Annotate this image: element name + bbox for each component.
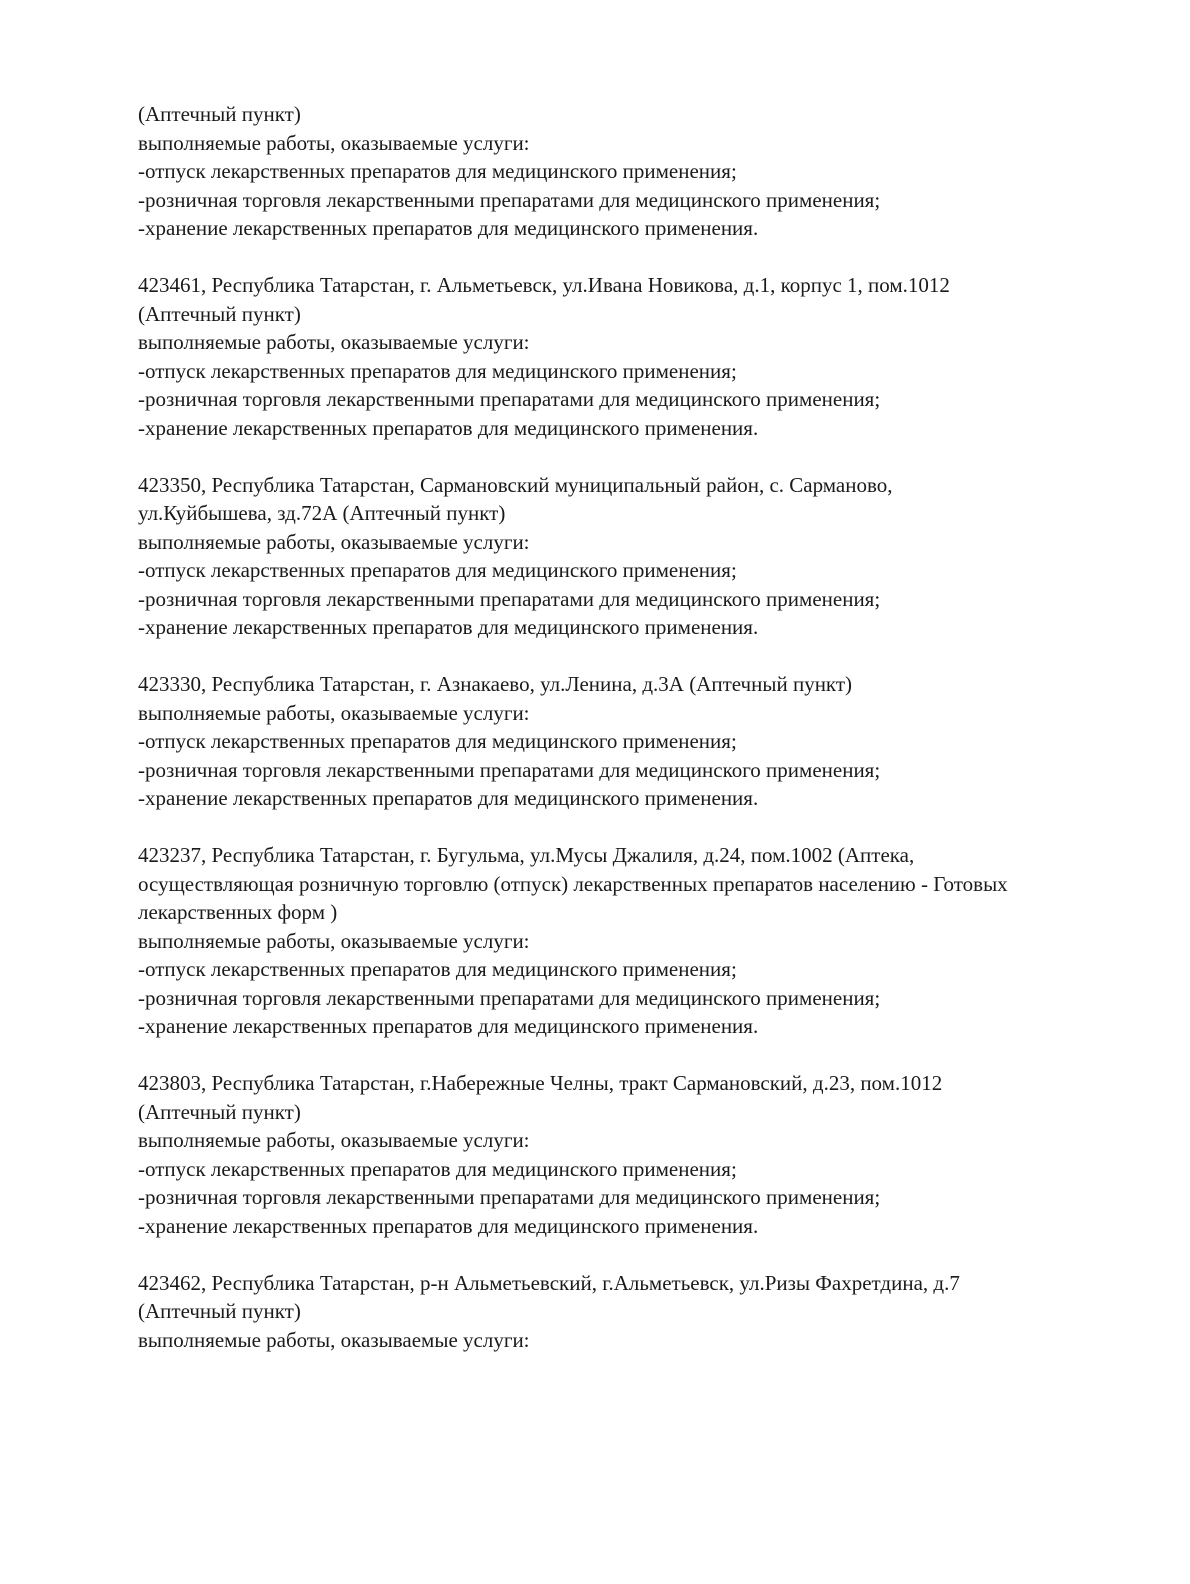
- text-line: (Аптечный пункт): [138, 1099, 301, 1124]
- text-line: выполняемые работы, оказываемые услуги:: [138, 1128, 530, 1152]
- text-line: -отпуск лекарственных препаратов для медицинского применения;: [138, 159, 737, 183]
- address-block: [138, 100, 1138, 243]
- text-line: (Аптечный пункт): [138, 301, 301, 326]
- text-line: -отпуск лекарственных препаратов для медицинского применения;: [138, 358, 737, 383]
- text-line: -розничная торговля лекарственными препаратами для медицинского применения;: [138, 985, 881, 1010]
- text-line: (Аптечный пункт): [138, 102, 301, 126]
- text-line: выполняемые работы, оказываемые услуги:: [138, 928, 530, 953]
- text-line: -розничная торговля лекарственными препаратами для медицинского применения;: [138, 757, 881, 782]
- text-line: 423462, Республика Татарстан, р-н Альметьевский, г.Альметьевск, ул.Ризы Фахретдина, д.7: [138, 1270, 960, 1295]
- text-line: -розничная торговля лекарственными препаратами для медицинского применения;: [138, 387, 881, 411]
- text-line: -хранение лекарственных препаратов для медицинского применения.: [138, 216, 759, 240]
- text-line: -отпуск лекарственных препаратов для медицинского применения;: [138, 558, 737, 582]
- text-line: лекарственных форм ): [138, 900, 338, 924]
- text-line: 423461, Республика Татарстан, г. Альметьевск, ул.Ивана Новикова, д.1, корпус 1, пом.1012: [138, 273, 950, 297]
- document-page: [138, 100, 1138, 1383]
- address-block: [138, 1069, 1138, 1240]
- text-line: -хранение лекарственных препаратов для медицинского применения.: [138, 1213, 759, 1238]
- address-block: [138, 1269, 1138, 1355]
- text-line: 423330, Республика Татарстан, г. Азнакаево, ул.Ленина, д.3А (Аптечный пункт): [138, 672, 853, 696]
- text-line: -отпуск лекарственных препаратов для медицинского применения;: [138, 1156, 737, 1181]
- text-line: -розничная торговля лекарственными препаратами для медицинского применения;: [138, 1185, 881, 1209]
- text-line: -хранение лекарственных препаратов для медицинского применения.: [138, 415, 759, 440]
- text-line: 423350, Республика Татарстан, Сармановский муниципальный район, с. Сарманово,: [138, 472, 893, 497]
- text-line: -хранение лекарственных препаратов для медицинского применения.: [138, 1014, 759, 1038]
- text-line: выполняемые работы, оказываемые услуги:: [138, 1327, 530, 1352]
- text-line: -розничная торговля лекарственными препаратами для медицинского применения;: [138, 586, 881, 611]
- text-line: -отпуск лекарственных препаратов для медицинского применения;: [138, 729, 737, 753]
- address-block: [138, 670, 1138, 813]
- text-line: -хранение лекарственных препаратов для медицинского применения.: [138, 786, 759, 810]
- address-block: [138, 841, 1138, 1041]
- text-line: осуществляющая розничную торговлю (отпуск) лекарственных препаратов населению - Готовых: [138, 871, 1008, 896]
- text-line: ул.Куйбышева, зд.72А (Аптечный пункт): [138, 501, 506, 525]
- text-line: выполняемые работы, оказываемые услуги:: [138, 700, 530, 725]
- text-line: выполняемые работы, оказываемые услуги:: [138, 529, 530, 554]
- text-line: -хранение лекарственных препаратов для медицинского применения.: [138, 615, 759, 639]
- text-line: (Аптечный пункт): [138, 1299, 301, 1323]
- text-line: -отпуск лекарственных препаратов для медицинского применения;: [138, 957, 737, 981]
- text-line: 423237, Республика Татарстан, г. Бугульма, ул.Мусы Джалиля, д.24, пом.1002 (Аптека,: [138, 843, 915, 867]
- text-line: выполняемые работы, оказываемые услуги:: [138, 130, 530, 155]
- text-line: выполняемые работы, оказываемые услуги:: [138, 330, 530, 354]
- text-line: -розничная торговля лекарственными препаратами для медицинского применения;: [138, 187, 881, 212]
- address-block: [138, 271, 1138, 442]
- address-block: [138, 471, 1138, 642]
- text-line: 423803, Республика Татарстан, г.Набережные Челны, тракт Сармановский, д.23, пом.1012: [138, 1071, 943, 1095]
